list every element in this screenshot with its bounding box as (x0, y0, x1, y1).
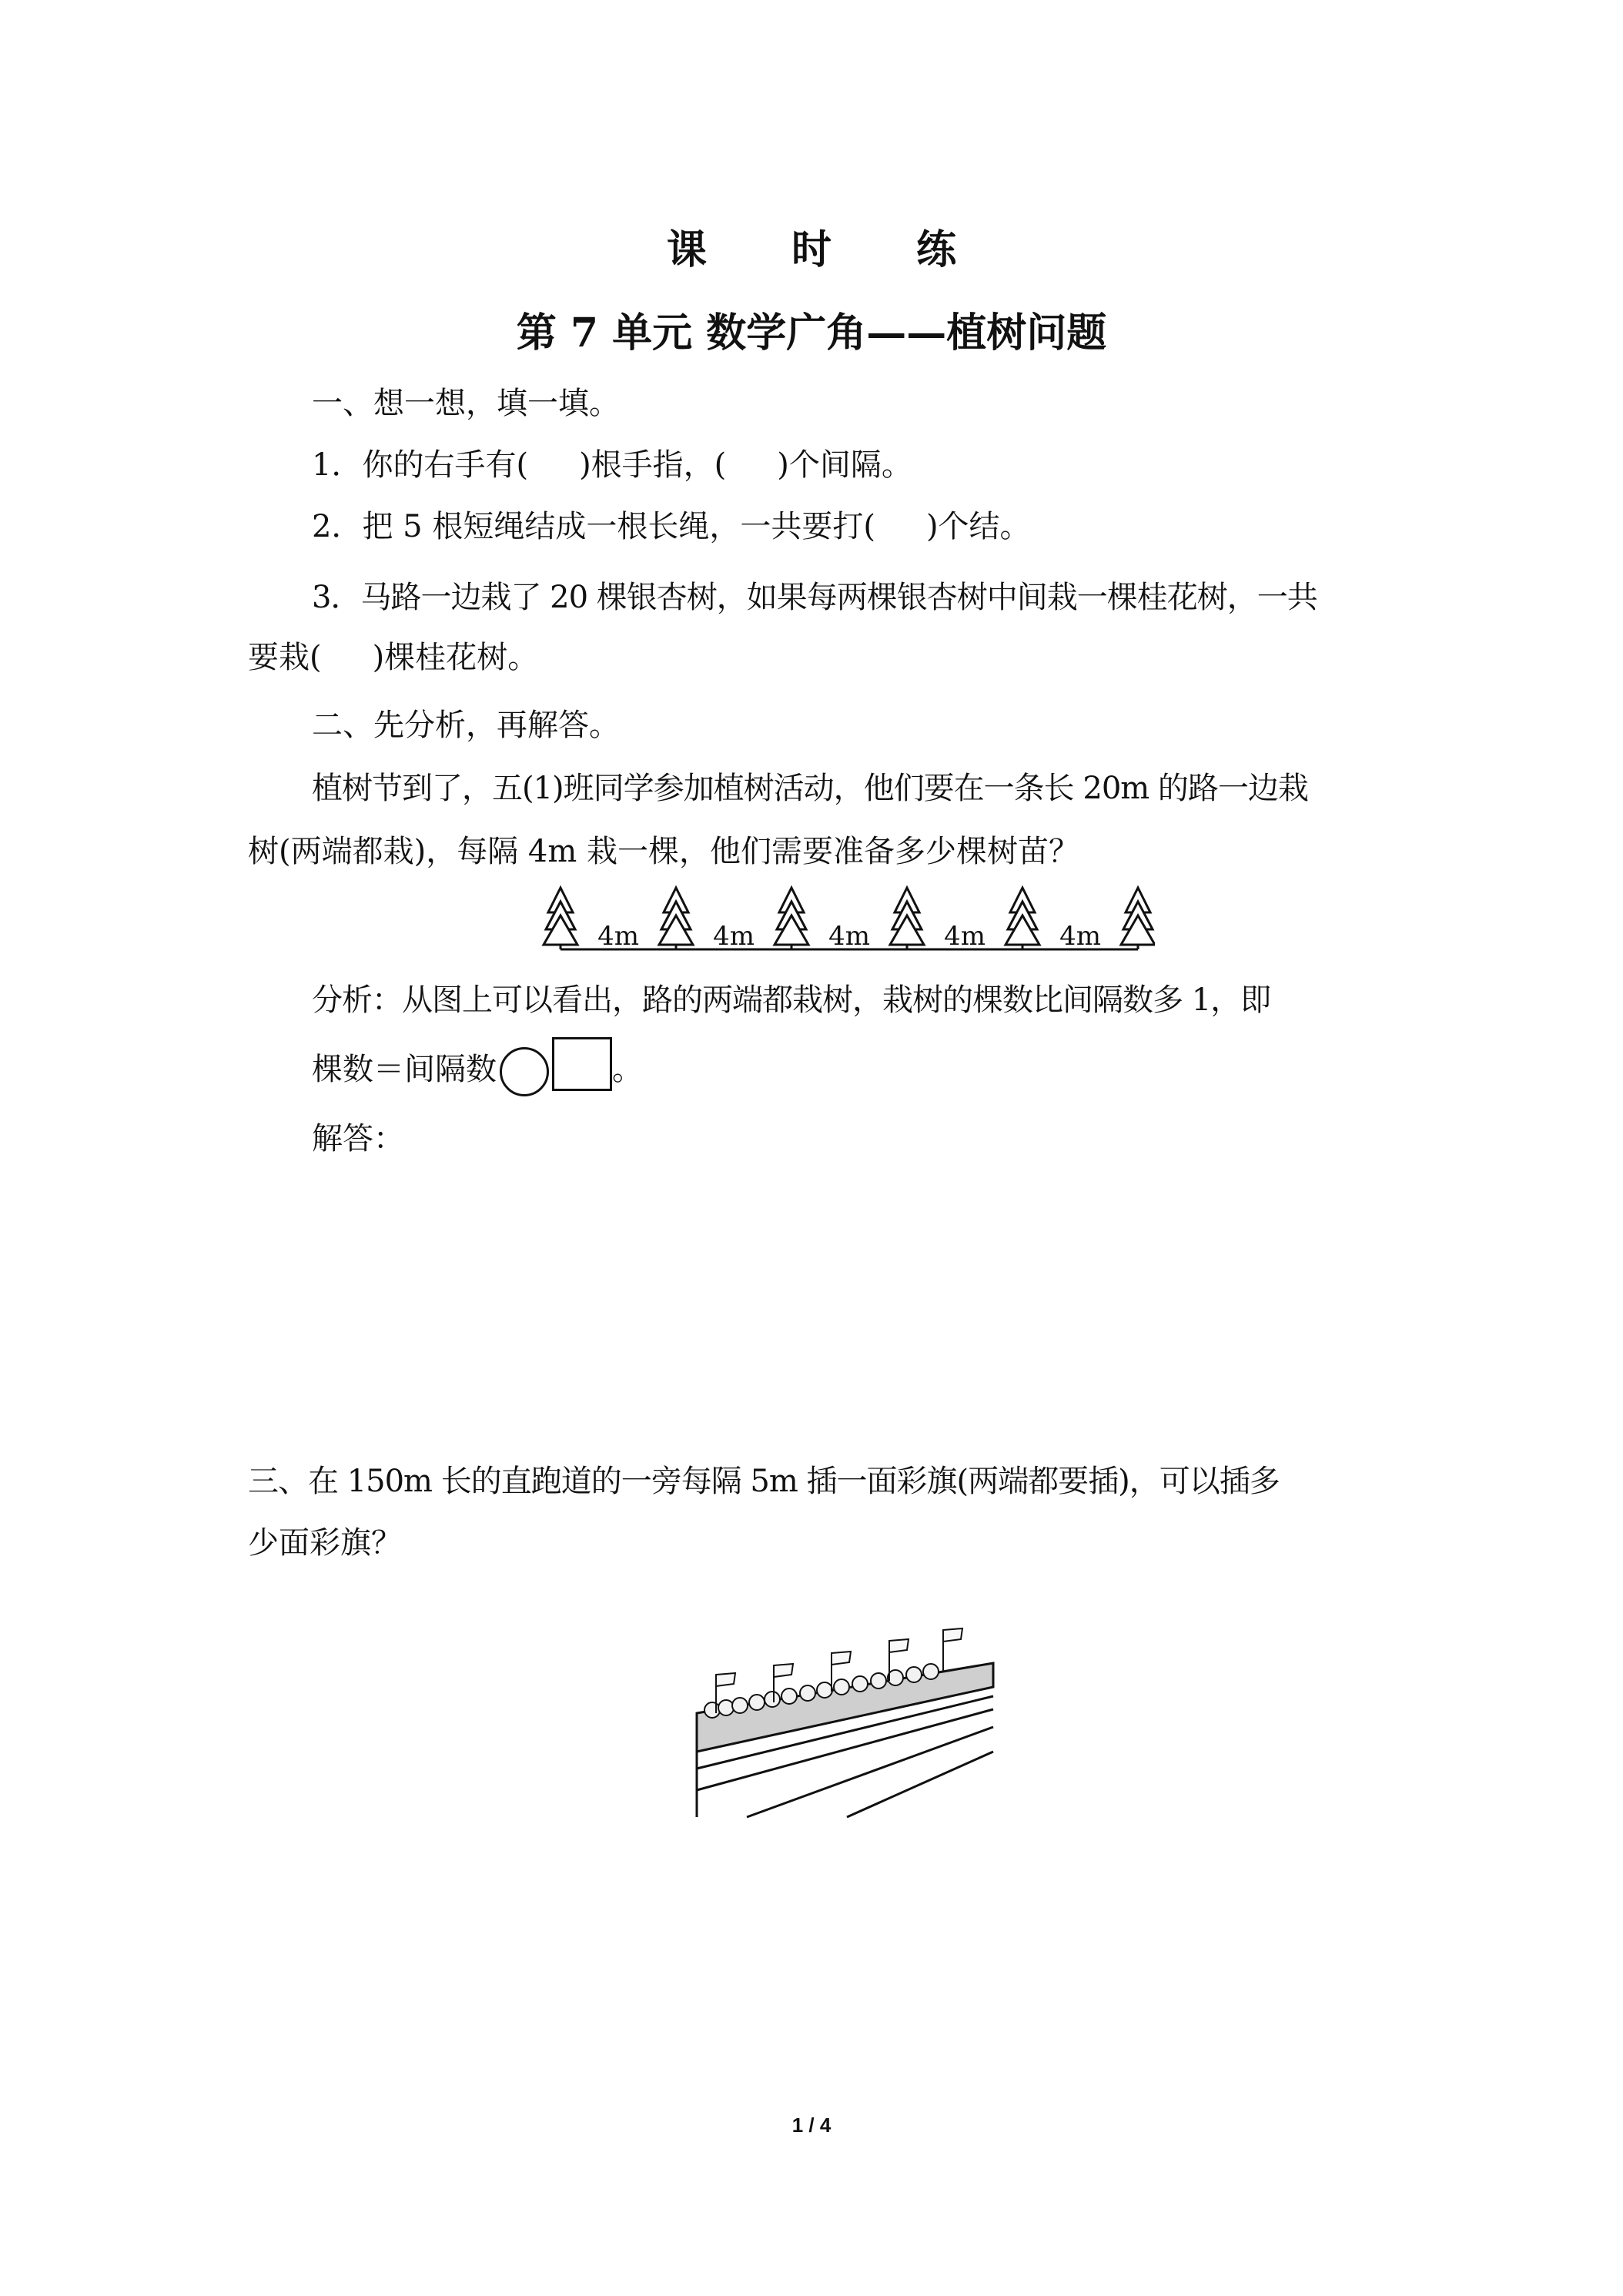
analysis-line-1: 分析：从图上可以看出，路的两端都栽树，栽树的棵数比间隔数多 1，即 (312, 982, 1271, 1018)
section1-heading: 一、想一想，填一填。 (312, 386, 620, 421)
page-number: 1 / 4 (791, 2114, 832, 2137)
question-3-part-a: 要栽( (248, 640, 322, 675)
section3-line-1: 三、在 150m 长的直跑道的一旁每隔 5m 插一面彩旗(两端都要插)，可以插多 (248, 1464, 1280, 1499)
question-1-part-b: )根手指，( (579, 447, 727, 483)
question-3-line-2 (248, 639, 538, 676)
question-2-part-a: 2．把 5 根短绳结成一根长绳，一共要打( (312, 509, 875, 544)
tree-icon (890, 888, 924, 949)
analysis-formula-text: 棵数＝间隔数 (312, 1052, 497, 1087)
analysis-line-2 (312, 1047, 643, 1096)
analysis-period: 。 (612, 1052, 643, 1087)
interval-label: 4m (944, 921, 986, 952)
tree-icon (1006, 888, 1039, 949)
racetrack-flags-illustration (689, 1598, 1005, 1825)
question-1-part-c: )个间隔。 (777, 447, 912, 483)
interval-label: 4m (713, 921, 755, 952)
answer-label: 解答： (312, 1121, 404, 1156)
tree-icon (659, 888, 693, 949)
operator-circle-blank[interactable] (500, 1047, 549, 1096)
document-title: 课 时 练 (666, 226, 992, 273)
tree-icon (544, 888, 577, 949)
number-box-blank[interactable] (552, 1037, 612, 1091)
question-2 (312, 508, 1031, 545)
problem-line-2: 树(两端都栽)，每隔 4m 栽一棵，他们需要准备多少棵树苗？ (248, 834, 1080, 869)
tree-planting-diagram (539, 882, 1155, 970)
problem-line-1: 植树节到了，五(1)班同学参加植树活动，他们要在一条长 20m 的路一边栽 (312, 771, 1308, 806)
section2-heading: 二、先分析，再解答。 (312, 708, 620, 743)
question-1 (312, 447, 912, 484)
interval-label: 4m (597, 921, 639, 952)
question-3-part-b: )棵桂花树。 (372, 640, 539, 675)
question-1-part-a: 1．你的右手有( (312, 447, 529, 483)
section3-line-2: 少面彩旗？ (248, 1525, 402, 1561)
unit-title: 第 7 单元 数学广角——植树问题 (516, 310, 1107, 356)
interval-label: 4m (828, 921, 870, 952)
tree-icon (1121, 888, 1155, 949)
interval-label: 4m (1059, 921, 1101, 952)
question-3-line-1: 3．马路一边栽了 20 棵银杏树，如果每两棵银杏树中间栽一棵桂花树，一共 (312, 580, 1317, 615)
question-2-part-b: )个结。 (925, 509, 1031, 544)
tree-icon (775, 888, 808, 949)
